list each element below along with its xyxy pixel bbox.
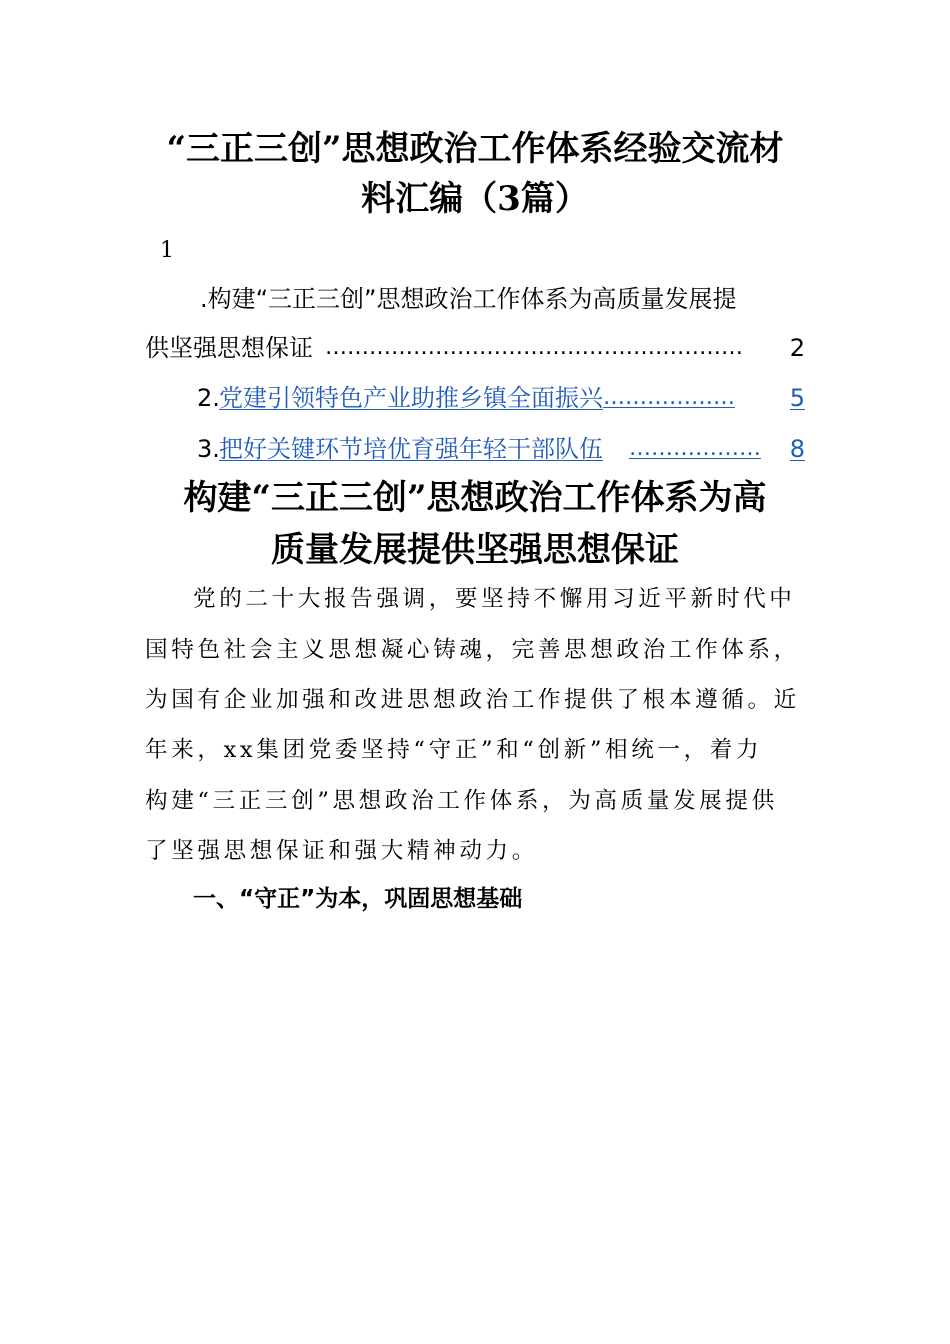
document-title-line-2: 料汇编（3篇） — [361, 179, 589, 219]
toc-entry-1-line-1[interactable]: .构建“三正三创”思想政治工作体系为高质量发展提 — [200, 285, 737, 313]
paragraph-line-3: 为国有企业加强和改进思想政治工作提供了根本遵循。近 — [145, 687, 800, 713]
document-title — [145, 124, 805, 224]
toc-entry-2[interactable] — [145, 382, 805, 422]
toc-index-number: 1 — [160, 238, 174, 263]
paragraph-line-6: 了坚强思想保证和强大精神动力。 — [145, 838, 538, 864]
paragraph-line-5: 构建“三正三创”思想政治工作体系，为高质量发展提供 — [145, 788, 778, 814]
toc-entry-2-link[interactable]: 党建引领特色产业助推乡镇全面振兴 — [219, 384, 603, 412]
toc-entry-1-page-number: 2 — [789, 334, 805, 362]
toc-entry-3-page-number[interactable]: 8 — [789, 435, 805, 463]
toc-entry-2-leader-dots[interactable]: ……………… — [603, 385, 735, 410]
document-title-line-1: “三正三创”思想政治工作体系经验交流材 — [166, 129, 784, 169]
article-title — [145, 472, 805, 576]
toc-entry-3-number: 3. — [197, 435, 220, 463]
toc-entry-2-number: 2. — [197, 384, 220, 412]
article-title-line-1: 构建“三正三创”思想政治工作体系为高 — [183, 478, 767, 518]
paragraph-line-1: 党的二十大报告强调，要坚持不懈用习近平新时代中 — [193, 586, 796, 612]
toc-entry-3[interactable] — [145, 433, 805, 473]
section-heading: 一、“守正”为本，巩固思想基础 — [193, 886, 523, 912]
toc-entry-1-line-2: 供坚强思想保证 — [145, 334, 313, 362]
toc-entry-1[interactable] — [145, 332, 805, 372]
paragraph-line-2: 国特色社会主义思想凝心铸魂，完善思想政治工作体系， — [145, 637, 800, 663]
toc-entry-1-leader-dots: ………………………………………………… — [325, 335, 743, 360]
toc-entry-3-leader-dots[interactable]: ……………… — [629, 436, 761, 461]
toc-entry-2-page-number[interactable]: 5 — [789, 384, 805, 412]
paragraph-line-4: 年来，xx集团党委坚持“守正”和“创新”相统一，着力 — [145, 737, 763, 763]
article-title-line-2: 质量发展提供坚强思想保证 — [271, 530, 679, 570]
toc-entry-3-link[interactable]: 把好关键环节培优育强年轻干部队伍 — [219, 435, 603, 463]
